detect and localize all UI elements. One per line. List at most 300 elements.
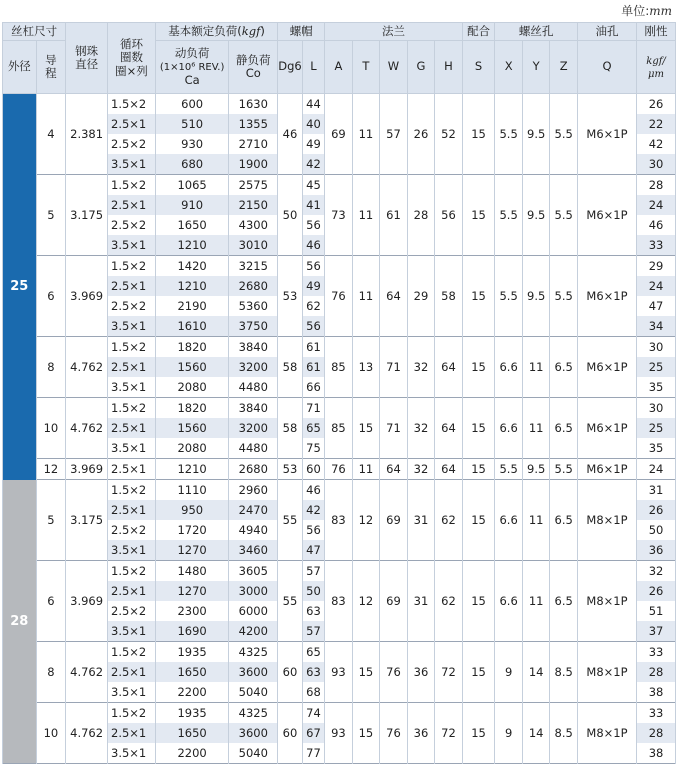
g-cell: 32	[407, 459, 435, 480]
outer-dia-cell: 25	[3, 94, 37, 480]
a-cell: 76	[325, 459, 353, 480]
t-cell: 11	[352, 256, 380, 337]
w-cell: 61	[380, 175, 408, 256]
dynamic-load-cell: 1210	[155, 276, 228, 296]
x-cell: 9	[495, 642, 523, 703]
header-dynamic-load-note: (1×10⁶ REV.)	[159, 62, 225, 74]
static-load-cell: 2710	[229, 134, 278, 154]
circuits-cell: 1.5×2	[108, 561, 156, 582]
s-cell: 15	[462, 642, 495, 703]
dynamic-load-cell: 1420	[155, 256, 228, 277]
dg6-cell: 50	[278, 175, 302, 256]
rigidity-cell: 25	[637, 357, 676, 377]
static-load-cell: 4480	[229, 377, 278, 398]
header-flange: 法兰	[325, 23, 463, 41]
h-cell: 58	[435, 256, 463, 337]
h-cell: 64	[435, 398, 463, 459]
rigidity-cell: 47	[637, 296, 676, 316]
circuits-cell: 2.5×2	[108, 215, 156, 235]
a-cell: 85	[325, 398, 353, 459]
h-cell: 72	[435, 642, 463, 703]
dg6-cell: 53	[278, 459, 302, 480]
l-cell: 44	[302, 94, 324, 115]
header-rated-load-text: 基本额定负荷	[168, 23, 238, 38]
h-cell: 62	[435, 480, 463, 561]
static-load-cell: 3215	[229, 256, 278, 277]
circuits-cell: 1.5×2	[108, 175, 156, 196]
g-cell: 32	[407, 337, 435, 398]
static-load-cell: 3840	[229, 398, 278, 419]
s-cell: 15	[462, 94, 495, 175]
a-cell: 73	[325, 175, 353, 256]
t-cell: 15	[352, 398, 380, 459]
lead-cell: 5	[36, 175, 66, 256]
t-cell: 12	[352, 561, 380, 642]
h-cell: 64	[435, 459, 463, 480]
w-cell: 64	[380, 256, 408, 337]
w-cell: 69	[380, 561, 408, 642]
ball-dia-cell: 2.381	[66, 94, 108, 175]
rigidity-cell: 36	[637, 540, 676, 561]
circuits-cell: 2.5×1	[108, 723, 156, 743]
header-ball-dia-text: 钢珠直径	[75, 43, 99, 71]
z-cell: 6.5	[550, 398, 578, 459]
circuits-cell: 1.5×2	[108, 642, 156, 663]
w-cell: 57	[380, 94, 408, 175]
lead-cell: 12	[36, 459, 66, 480]
circuits-cell: 3.5×1	[108, 235, 156, 256]
circuits-cell: 3.5×1	[108, 540, 156, 561]
q-cell: M8×1P	[577, 703, 636, 764]
y-cell: 14	[522, 642, 550, 703]
ball-dia-cell: 4.762	[66, 398, 108, 459]
h-cell: 56	[435, 175, 463, 256]
circuits-cell: 1.5×2	[108, 398, 156, 419]
static-load-cell: 3010	[229, 235, 278, 256]
l-cell: 40	[302, 114, 324, 134]
dynamic-load-cell: 1935	[155, 703, 228, 724]
l-cell: 49	[302, 134, 324, 154]
table-row	[3, 642, 676, 663]
header-rigidity-unit	[637, 41, 676, 94]
header-static-load-sym: Co	[245, 66, 261, 80]
x-cell: 6.6	[495, 337, 523, 398]
table-row	[3, 94, 676, 115]
static-load-cell: 4325	[229, 642, 278, 663]
rigidity-cell: 26	[637, 581, 676, 601]
dynamic-load-cell: 2200	[155, 682, 228, 703]
g-cell: 31	[407, 561, 435, 642]
l-cell: 77	[302, 743, 324, 764]
dynamic-load-cell: 1560	[155, 357, 228, 377]
header-screw-size: 丝杠尺寸	[3, 23, 66, 41]
rigidity-cell: 26	[637, 500, 676, 520]
header-g: G	[407, 41, 435, 94]
dynamic-load-cell: 950	[155, 500, 228, 520]
ball-dia-cell: 3.969	[66, 256, 108, 337]
rigidity-cell: 30	[637, 154, 676, 175]
q-cell: M8×1P	[577, 642, 636, 703]
s-cell: 15	[462, 561, 495, 642]
x-cell: 5.5	[495, 94, 523, 175]
header-rigidity-unit-top: kgf/	[646, 55, 666, 67]
header-nut: 螺帽	[278, 23, 325, 41]
dg6-cell: 55	[278, 561, 302, 642]
z-cell: 8.5	[550, 703, 578, 764]
dynamic-load-cell: 1270	[155, 540, 228, 561]
l-cell: 61	[302, 337, 324, 358]
a-cell: 76	[325, 256, 353, 337]
lead-cell: 4	[36, 94, 66, 175]
header-y: Y	[522, 41, 550, 94]
q-cell: M6×1P	[577, 459, 636, 480]
l-cell: 41	[302, 195, 324, 215]
circuits-cell: 2.5×1	[108, 276, 156, 296]
static-load-cell: 4200	[229, 621, 278, 642]
circuits-cell: 1.5×2	[108, 703, 156, 724]
unit-note	[621, 0, 672, 22]
g-cell: 36	[407, 703, 435, 764]
q-cell: M6×1P	[577, 398, 636, 459]
dynamic-load-cell: 1210	[155, 235, 228, 256]
q-cell: M6×1P	[577, 94, 636, 175]
circuits-cell: 2.5×2	[108, 134, 156, 154]
y-cell: 11	[522, 337, 550, 398]
l-cell: 56	[302, 256, 324, 277]
circuits-cell: 2.5×2	[108, 520, 156, 540]
l-cell: 47	[302, 540, 324, 561]
g-cell: 32	[407, 398, 435, 459]
h-cell: 52	[435, 94, 463, 175]
l-cell: 56	[302, 215, 324, 235]
h-cell: 64	[435, 337, 463, 398]
header-t: T	[352, 41, 380, 94]
y-cell: 11	[522, 480, 550, 561]
dynamic-load-cell: 1210	[155, 459, 228, 480]
a-cell: 83	[325, 561, 353, 642]
header-circuits-text: 循环圈数圈×列	[115, 37, 148, 78]
rigidity-cell: 35	[637, 438, 676, 459]
dynamic-load-cell: 2200	[155, 743, 228, 764]
table-row	[3, 398, 676, 419]
dynamic-load-cell: 1560	[155, 418, 228, 438]
rigidity-cell: 25	[637, 418, 676, 438]
l-cell: 66	[302, 377, 324, 398]
dg6-cell: 55	[278, 480, 302, 561]
t-cell: 11	[352, 175, 380, 256]
a-cell: 69	[325, 94, 353, 175]
header-rigidity-unit-bottom: μm	[648, 69, 665, 80]
l-cell: 75	[302, 438, 324, 459]
dynamic-load-cell: 1720	[155, 520, 228, 540]
circuits-cell: 2.5×1	[108, 357, 156, 377]
s-cell: 15	[462, 480, 495, 561]
circuits-cell: 2.5×2	[108, 601, 156, 621]
g-cell: 36	[407, 642, 435, 703]
circuits-cell: 2.5×1	[108, 662, 156, 682]
l-cell: 49	[302, 276, 324, 296]
dg6-cell: 60	[278, 642, 302, 703]
x-cell: 9	[495, 703, 523, 764]
rigidity-cell: 32	[637, 561, 676, 582]
w-cell: 69	[380, 480, 408, 561]
dynamic-load-cell: 2080	[155, 438, 228, 459]
rigidity-cell: 29	[637, 256, 676, 277]
q-cell: M6×1P	[577, 175, 636, 256]
static-load-cell: 3000	[229, 581, 278, 601]
z-cell: 6.5	[550, 561, 578, 642]
s-cell: 15	[462, 175, 495, 256]
circuits-cell: 2.5×1	[108, 459, 156, 480]
header-s: S	[462, 41, 495, 94]
header-dynamic-load	[155, 41, 228, 94]
ball-dia-cell: 4.762	[66, 337, 108, 398]
circuits-cell: 2.5×1	[108, 418, 156, 438]
l-cell: 63	[302, 601, 324, 621]
static-load-cell: 4940	[229, 520, 278, 540]
static-load-cell: 2680	[229, 276, 278, 296]
dg6-cell: 46	[278, 94, 302, 175]
lead-cell: 8	[36, 642, 66, 703]
w-cell: 71	[380, 398, 408, 459]
dynamic-load-cell: 1650	[155, 215, 228, 235]
static-load-cell: 5360	[229, 296, 278, 316]
header-dynamic-load-text: 动负荷	[174, 46, 210, 61]
dynamic-load-cell: 910	[155, 195, 228, 215]
h-cell: 72	[435, 703, 463, 764]
rigidity-cell: 46	[637, 215, 676, 235]
rigidity-cell: 38	[637, 682, 676, 703]
static-load-cell: 1900	[229, 154, 278, 175]
static-load-cell: 3600	[229, 723, 278, 743]
y-cell: 9.5	[522, 175, 550, 256]
lead-cell: 5	[36, 480, 66, 561]
static-load-cell: 2150	[229, 195, 278, 215]
table-row	[3, 256, 676, 277]
circuits-cell: 1.5×2	[108, 256, 156, 277]
header-l: L	[302, 41, 324, 94]
dynamic-load-cell: 930	[155, 134, 228, 154]
x-cell: 6.6	[495, 398, 523, 459]
z-cell: 5.5	[550, 175, 578, 256]
l-cell: 45	[302, 175, 324, 196]
static-load-cell: 2575	[229, 175, 278, 196]
dynamic-load-cell: 1935	[155, 642, 228, 663]
table-row	[3, 337, 676, 358]
rigidity-cell: 24	[637, 459, 676, 480]
rigidity-cell: 34	[637, 316, 676, 337]
rigidity-cell: 37	[637, 621, 676, 642]
z-cell: 8.5	[550, 642, 578, 703]
static-load-cell: 3840	[229, 337, 278, 358]
header-rigidity: 刚性	[637, 23, 676, 41]
l-cell: 42	[302, 500, 324, 520]
circuits-cell: 2.5×1	[108, 581, 156, 601]
static-load-cell: 2680	[229, 459, 278, 480]
ball-dia-cell: 4.762	[66, 642, 108, 703]
lead-cell: 8	[36, 337, 66, 398]
static-load-cell: 3460	[229, 540, 278, 561]
dynamic-load-cell: 510	[155, 114, 228, 134]
w-cell: 71	[380, 337, 408, 398]
rigidity-cell: 38	[637, 743, 676, 764]
header-fit: 配合	[462, 23, 495, 41]
s-cell: 15	[462, 337, 495, 398]
header-circuits	[108, 23, 156, 94]
dynamic-load-cell: 2080	[155, 377, 228, 398]
static-load-cell: 4480	[229, 438, 278, 459]
x-cell: 6.6	[495, 561, 523, 642]
dynamic-load-cell: 600	[155, 94, 228, 115]
l-cell: 67	[302, 723, 324, 743]
header-rated-load-unit: kgf	[241, 23, 261, 38]
static-load-cell: 3750	[229, 316, 278, 337]
lead-cell: 6	[36, 256, 66, 337]
w-cell: 64	[380, 459, 408, 480]
t-cell: 12	[352, 480, 380, 561]
y-cell: 9.5	[522, 459, 550, 480]
q-cell: M8×1P	[577, 561, 636, 642]
ball-dia-cell: 3.175	[66, 175, 108, 256]
header-ball-dia	[66, 23, 108, 94]
header-rated-load: 基本额定负荷(kgf)	[155, 23, 277, 41]
x-cell: 5.5	[495, 175, 523, 256]
rigidity-cell: 33	[637, 642, 676, 663]
static-load-cell: 2470	[229, 500, 278, 520]
table-body	[3, 94, 676, 764]
dynamic-load-cell: 2300	[155, 601, 228, 621]
circuits-cell: 1.5×2	[108, 480, 156, 501]
l-cell: 61	[302, 357, 324, 377]
static-load-cell: 1630	[229, 94, 278, 115]
s-cell: 15	[462, 703, 495, 764]
circuits-cell: 2.5×1	[108, 114, 156, 134]
g-cell: 28	[407, 175, 435, 256]
rigidity-cell: 33	[637, 703, 676, 724]
dynamic-load-cell: 1480	[155, 561, 228, 582]
l-cell: 56	[302, 316, 324, 337]
rigidity-cell: 30	[637, 398, 676, 419]
dynamic-load-cell: 1270	[155, 581, 228, 601]
dynamic-load-cell: 1065	[155, 175, 228, 196]
static-load-cell: 3200	[229, 357, 278, 377]
l-cell: 42	[302, 154, 324, 175]
static-load-cell: 5040	[229, 682, 278, 703]
t-cell: 15	[352, 703, 380, 764]
t-cell: 11	[352, 94, 380, 175]
dg6-cell: 58	[278, 337, 302, 398]
l-cell: 46	[302, 235, 324, 256]
circuits-cell: 3.5×1	[108, 743, 156, 764]
table-row	[3, 480, 676, 501]
y-cell: 14	[522, 703, 550, 764]
rigidity-cell: 42	[637, 134, 676, 154]
l-cell: 63	[302, 662, 324, 682]
header-h: H	[435, 41, 463, 94]
a-cell: 93	[325, 642, 353, 703]
header-static-load	[229, 41, 278, 94]
l-cell: 65	[302, 418, 324, 438]
header-dynamic-load-sym: Ca	[184, 72, 200, 87]
rigidity-cell: 35	[637, 377, 676, 398]
ball-dia-cell: 3.175	[66, 480, 108, 561]
rigidity-cell: 26	[637, 94, 676, 115]
l-cell: 60	[302, 459, 324, 480]
unit-value: mm	[649, 4, 672, 18]
static-load-cell: 3605	[229, 561, 278, 582]
l-cell: 62	[302, 296, 324, 316]
dg6-cell: 58	[278, 398, 302, 459]
header-static-load-text: 静负荷	[236, 52, 271, 67]
l-cell: 74	[302, 703, 324, 724]
w-cell: 76	[380, 703, 408, 764]
g-cell: 26	[407, 94, 435, 175]
rigidity-cell: 33	[637, 235, 676, 256]
unit-label: 单位:	[621, 4, 650, 18]
rigidity-cell: 30	[637, 337, 676, 358]
circuits-cell: 1.5×2	[108, 94, 156, 115]
circuits-cell: 2.5×2	[108, 296, 156, 316]
table-row	[3, 175, 676, 196]
y-cell: 11	[522, 561, 550, 642]
z-cell: 6.5	[550, 337, 578, 398]
header-outer-dia: 外径	[3, 41, 37, 94]
rigidity-cell: 31	[637, 480, 676, 501]
l-cell: 57	[302, 621, 324, 642]
t-cell: 13	[352, 337, 380, 398]
dg6-cell: 60	[278, 703, 302, 764]
circuits-cell: 3.5×1	[108, 377, 156, 398]
static-load-cell: 1355	[229, 114, 278, 134]
l-cell: 56	[302, 520, 324, 540]
l-cell: 46	[302, 480, 324, 501]
s-cell: 15	[462, 256, 495, 337]
ball-dia-cell: 3.969	[66, 459, 108, 480]
dynamic-load-cell: 1820	[155, 337, 228, 358]
dynamic-load-cell: 1650	[155, 662, 228, 682]
table-row	[3, 459, 676, 480]
header-x: X	[495, 41, 523, 94]
table-row	[3, 703, 676, 724]
lead-cell: 10	[36, 703, 66, 764]
table-row	[3, 561, 676, 582]
z-cell: 6.5	[550, 480, 578, 561]
dynamic-load-cell: 1820	[155, 398, 228, 419]
static-load-cell: 4325	[229, 703, 278, 724]
h-cell: 62	[435, 561, 463, 642]
rigidity-cell: 50	[637, 520, 676, 540]
circuits-cell: 2.5×1	[108, 500, 156, 520]
circuits-cell: 3.5×1	[108, 316, 156, 337]
s-cell: 15	[462, 398, 495, 459]
table-header	[3, 23, 676, 94]
rigidity-cell: 28	[637, 175, 676, 196]
dynamic-load-cell: 1650	[155, 723, 228, 743]
circuits-cell: 3.5×1	[108, 621, 156, 642]
header-lead-text: 导程	[45, 52, 57, 80]
static-load-cell: 6000	[229, 601, 278, 621]
ball-screw-spec-table	[2, 22, 676, 764]
dynamic-load-cell: 680	[155, 154, 228, 175]
l-cell: 68	[302, 682, 324, 703]
rigidity-cell: 24	[637, 195, 676, 215]
q-cell: M6×1P	[577, 256, 636, 337]
static-load-cell: 5040	[229, 743, 278, 764]
q-cell: M6×1P	[577, 337, 636, 398]
x-cell: 6.6	[495, 480, 523, 561]
y-cell: 11	[522, 398, 550, 459]
rigidity-cell: 51	[637, 601, 676, 621]
